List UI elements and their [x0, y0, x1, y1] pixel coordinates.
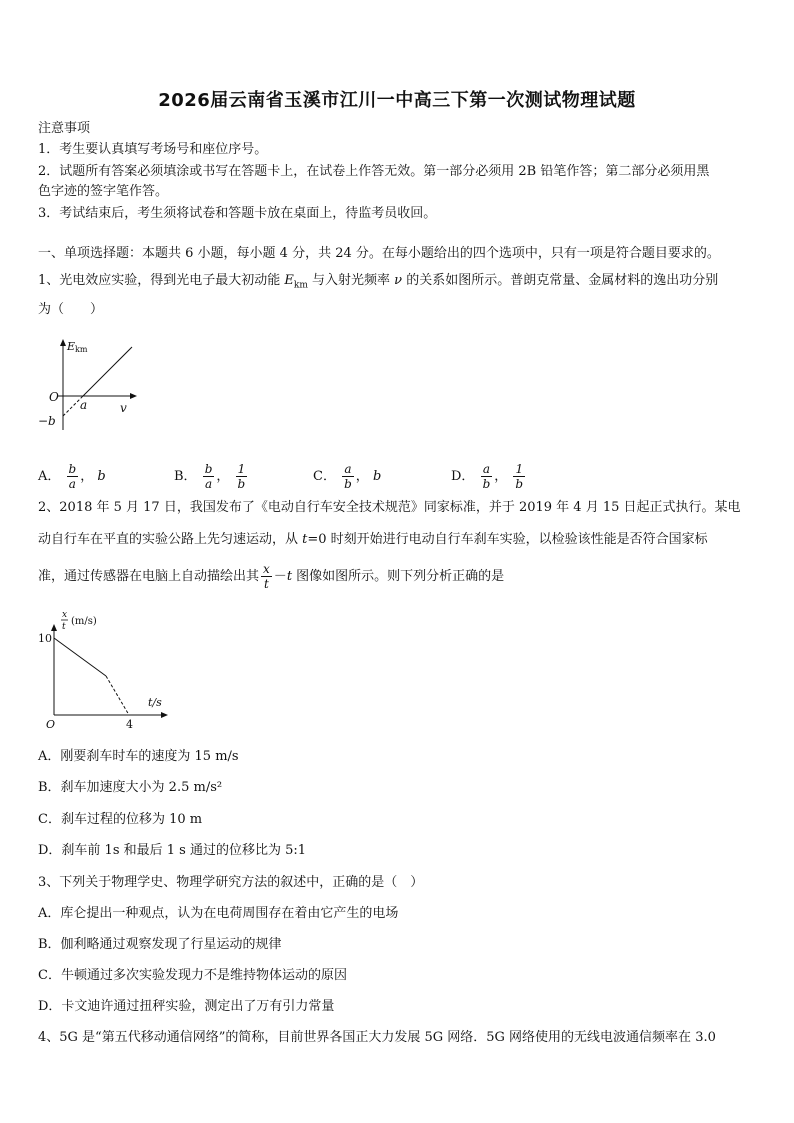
q1-option-c[interactable]: C． $\frac{a}{b}$ ， b: [313, 462, 382, 491]
q2-stem-line3: 准，通过传感器在电脑上自动描绘出其 $\frac{x}{t}$ －t 图像如图所示。则下列分析正确的是: [38, 562, 505, 591]
q1-intercept-a: a: [80, 398, 88, 412]
q2-ylabel-den: t: [62, 622, 66, 632]
option-fraction: $\frac{a}{b}$: [344, 462, 352, 491]
q1-option-a[interactable]: A． $\frac{b}{a}$ ， b: [38, 462, 106, 491]
option-label: B．: [174, 469, 197, 484]
q1-ylabel: E: [67, 340, 76, 353]
q2-y-arrow: [51, 624, 57, 631]
q1-graph: [38, 335, 148, 435]
q1-y-arrow: [60, 339, 66, 346]
option-fraction: $\frac{1}{b}$: [515, 462, 524, 491]
q3-option-c[interactable]: C．牛顿通过多次实验发现力不是维持物体运动的原因: [38, 968, 347, 983]
q1-origin: O: [49, 390, 59, 404]
q1-nu-symbol: ν: [394, 273, 403, 288]
q1-xlabel: v: [120, 401, 127, 415]
option-label: C．: [313, 469, 336, 484]
q1-stem-line1: [38, 272, 762, 295]
q1-ek-symbol: E: [284, 273, 294, 288]
q2-line-solid: [54, 638, 106, 676]
option-fraction: $\frac{a}{b}$: [482, 462, 491, 491]
q1-intercept-b: −b: [38, 414, 56, 428]
q1-option-d[interactable]: D． $\frac{a}{b}$ ， $\frac{1}{b}$: [451, 462, 524, 491]
q4-stem-line1: 4、5G 是“第五代移动通信网络”的简称，目前世界各国正大力发展 5G 网络．5G 网络使用的无线电波通信频率在 3.0: [38, 1030, 716, 1045]
q1-ek-subscript: km: [293, 280, 308, 291]
q2-xlabel: t/s: [148, 696, 162, 709]
notice-item: 1．考生要认真填写考场号和座位序号。: [38, 142, 268, 157]
q2-ylabel-unit: (m/s): [71, 616, 97, 627]
section-heading: 一、单项选择题：本题共 6 小题，每小题 4 分，共 24 分。在每小题给出的四个选项中，只有一项是符合题目要求的。: [38, 246, 720, 261]
q3-option-a[interactable]: A．库仑提出一种观点，认为在电荷周围存在着由它产生的电场: [38, 906, 399, 921]
q3-option-b[interactable]: B．伽利略通过观察发现了行星运动的规律: [38, 937, 282, 952]
q2-line-dashed: [106, 676, 129, 715]
option-label: D．: [451, 469, 475, 484]
option-fraction: $\frac{b}{a}$: [68, 462, 77, 491]
q2-fraction: $\frac{x}{t}$: [263, 562, 270, 591]
q2-option-a[interactable]: A．刚要刹车时车的速度为 15 m/s: [38, 749, 239, 764]
q2-option-d[interactable]: D．刹车前 1s 和最后 1 s 通过的位移比为 5:1: [38, 843, 307, 858]
q2-graph: [38, 608, 178, 731]
q1-x-arrow: [130, 393, 137, 399]
q2-stem-line2: 动自行车在平直的实验公路上先匀速运动，从 t=0 时刻开始进行电动自行车刹车实验，以检验该性能是否符合国家标: [38, 532, 708, 547]
q2-x-tick: 4: [126, 718, 133, 731]
q1-text: 与入射光频率: [307, 273, 395, 288]
q3-option-d[interactable]: D．卡文迪许通过扭秤实验，测定出了万有引力常量: [38, 999, 335, 1014]
option-value: b: [97, 469, 106, 484]
q1-line-solid: [83, 347, 132, 396]
q1-option-b[interactable]: B． $\frac{b}{a}$ ， $\frac{1}{b}$: [174, 462, 246, 491]
q1-ylabel-sub: km: [75, 345, 88, 354]
page-title: 2026届云南省玉溪市江川一中高三下第一次测试物理试题: [158, 90, 636, 111]
q1-text: 1、光电效应实验，得到光电子最大初动能: [38, 273, 285, 288]
q1-text: 的关系如图所示。普朗克常量、金属材料的逸出功分别: [402, 273, 719, 288]
q2-y-tick: 10: [38, 632, 52, 645]
notice-heading: 注意事项: [38, 121, 91, 136]
notice-item: 3．考试结束后，考生须将试卷和答题卡放在桌面上，待监考员收回。: [38, 206, 437, 221]
q1-stem-line2: 为（ ）: [38, 302, 104, 317]
q3-stem: 3、下列关于物理学史、物理学研究方法的叙述中，正确的是（ ）: [38, 875, 424, 890]
notice-item: 色字迹的签字笔作答。: [38, 184, 169, 199]
q2-x-arrow: [161, 712, 168, 718]
option-label: A．: [38, 469, 61, 484]
q2-stem-line1: 2、2018 年 5 月 17 日，我国发布了《电动自行车安全技术规范》同家标准，并于 2019 年 4 月 15 日起正式执行。某电: [38, 500, 741, 515]
notice-item: 2．试题所有答案必须填涂或书写在答题卡上，在试卷上作答无效。第一部分必须用 2B 铅笔作答；第二部分必须用黑: [38, 164, 710, 179]
q2-ylabel-num: x: [62, 610, 68, 620]
option-value: b: [372, 469, 382, 484]
q2-origin: O: [46, 718, 56, 731]
option-fraction: $\frac{1}{b}$: [237, 462, 246, 491]
q2-option-c[interactable]: C．刹车过程的位移为 10 m: [38, 812, 203, 827]
q2-option-b[interactable]: B．刹车加速度大小为 2.5 m/s²: [38, 780, 223, 795]
option-fraction: $\frac{b}{a}$: [204, 462, 213, 491]
